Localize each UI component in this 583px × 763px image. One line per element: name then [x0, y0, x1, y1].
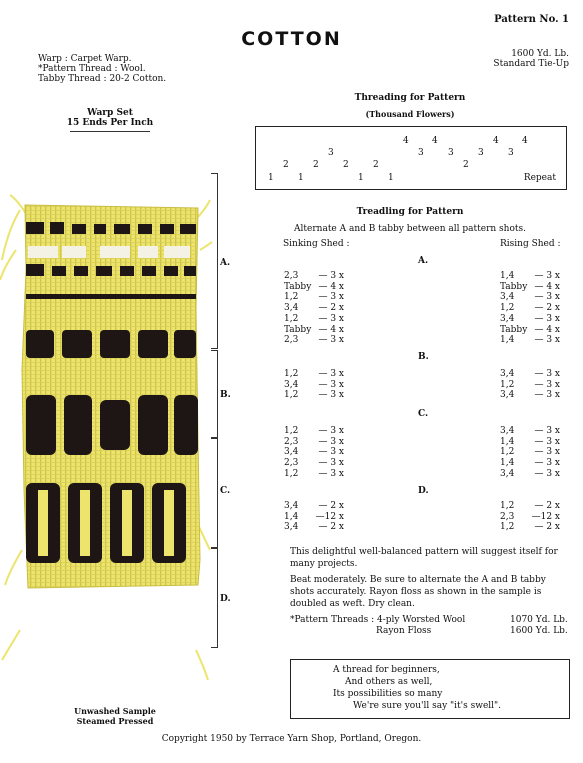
shot-count: — 2 x	[318, 501, 344, 511]
pattern-threads-label: *Pattern Threads : 4-ply Worsted Wool	[290, 615, 466, 625]
thread-number: 3	[478, 148, 484, 158]
treadle-combo: 1,2	[284, 426, 299, 436]
treadle-combo: 1,2	[500, 501, 515, 511]
pattern-number: Pattern No. 1	[494, 14, 569, 25]
thread-number: 1	[388, 173, 394, 183]
threading-subtitle: (Thousand Flowers)	[365, 109, 455, 119]
sinking-shed-row	[284, 512, 344, 522]
sinking-shed-row	[284, 292, 344, 302]
rising-shed-row	[500, 314, 560, 324]
poem-line: Its possibilities so many	[333, 689, 443, 699]
shot-count: — 3 x	[318, 313, 344, 324]
treadle-combo: 1,2	[500, 379, 515, 390]
section-label: A.	[418, 256, 429, 266]
repeat-label: Repeat	[523, 173, 556, 183]
page-title: COTTON	[241, 28, 342, 50]
rising-shed-row	[500, 335, 560, 345]
sample-label-line1: Unwashed Sample	[74, 706, 156, 716]
yardage-line: 1600 Yd. Lb.	[511, 49, 569, 59]
shot-count: — 3 x	[318, 468, 344, 479]
shot-count: — 3 x	[534, 313, 560, 324]
copyright: Copyright 1950 by Terrace Yarn Shop, Portland, Oregon.	[161, 734, 422, 744]
treadle-combo: 1,2	[500, 447, 515, 458]
treadle-combo: 3,4	[284, 379, 299, 390]
treadle-combo: 1,2	[500, 303, 515, 314]
shot-count: — 3 x	[318, 379, 344, 390]
bracket-label-a: A.	[220, 258, 231, 268]
shot-count: — 2 x	[534, 501, 560, 511]
treadle-combo: 3,4	[284, 522, 299, 533]
rising-shed-row	[500, 512, 560, 522]
shot-count: — 3 x	[534, 436, 560, 447]
rising-shed-row	[500, 303, 560, 313]
treadle-combo: 3,4	[284, 501, 299, 511]
thread-number: 1	[358, 173, 364, 183]
sinking-shed-row	[284, 458, 344, 468]
treadle-combo: 2,3	[284, 271, 299, 281]
shot-count: — 3 x	[534, 468, 560, 479]
thread-number: 2	[463, 160, 469, 170]
thread-number: 3	[448, 148, 454, 158]
sample-label-line2: Steamed Pressed	[76, 716, 154, 726]
shot-count: — 3 x	[318, 458, 344, 469]
pattern-thread-line: *Pattern Thread : Wool.	[38, 64, 146, 74]
shot-count: — 3 x	[318, 271, 344, 281]
sinking-shed-row	[284, 369, 344, 379]
thread-number: 1	[298, 173, 304, 183]
sinking-shed-row	[284, 501, 344, 511]
rising-shed-row	[500, 380, 560, 390]
bracket-label-b: B.	[220, 390, 231, 400]
sinking-shed-row	[284, 325, 344, 335]
thread-number: 4	[522, 136, 528, 146]
treadling-title: Treadling for Pattern	[356, 207, 464, 217]
section-label: C.	[418, 409, 429, 419]
sinking-shed-row	[284, 335, 344, 345]
shot-count: — 4 x	[318, 324, 344, 335]
shot-count: — 4 x	[318, 281, 344, 292]
shot-count: — 3 x	[534, 335, 560, 346]
instructions-paragraph: Beat moderately. Be sure to alternate the A and B tabby shots accurately. Rayon floss as shown in the sample is doubled as weft. Dry clean.	[290, 575, 546, 609]
shot-count: — 3 x	[534, 390, 560, 401]
bracket-d	[211, 548, 218, 648]
shot-count: — 3 x	[534, 369, 560, 379]
shot-count: — 3 x	[318, 447, 344, 458]
treadle-combo: 1,2	[284, 292, 299, 303]
treadle-combo: 1,4	[500, 436, 515, 447]
sinking-shed-row	[284, 282, 344, 292]
shot-count: — 3 x	[318, 292, 344, 303]
sinking-shed-row	[284, 271, 344, 281]
rising-shed-row	[500, 369, 560, 379]
treadle-combo: 3,4	[500, 468, 515, 479]
thread-number: 3	[418, 148, 424, 158]
section-label: D.	[418, 486, 429, 496]
alternate-note: Alternate A and B tabby between all pattern shots.	[294, 224, 526, 234]
treadle-combo: 3,4	[284, 303, 299, 314]
shot-count: — 2 x	[318, 303, 344, 314]
yarn-info	[493, 49, 569, 69]
treadle-combo: 1,4	[500, 335, 515, 346]
shot-count: — 3 x	[318, 390, 344, 401]
bracket-label-d: D.	[220, 594, 231, 604]
warp-set-line2: 15 Ends Per Inch	[66, 118, 154, 128]
treadle-combo: 2,3	[284, 458, 299, 469]
rising-shed-row	[500, 447, 560, 457]
sample-label	[60, 706, 170, 726]
sinking-shed-row	[284, 469, 344, 479]
rising-shed-row	[500, 426, 560, 436]
poem-line: We're sure you'll say "it's swell".	[353, 701, 502, 711]
thread-number: 2	[343, 160, 349, 170]
shot-count: — 3 x	[318, 335, 344, 346]
rayon-floss-label: Rayon Floss	[376, 626, 432, 636]
shot-count: — 3 x	[318, 369, 344, 379]
divider	[70, 131, 150, 132]
treadle-combo: 1,2	[284, 468, 299, 479]
rising-shed-row	[500, 522, 560, 532]
sinking-shed-row	[284, 447, 344, 457]
bracket-label-c: C.	[220, 486, 231, 496]
shot-count: — 3 x	[318, 436, 344, 447]
thread-number: 2	[283, 160, 289, 170]
sinking-shed-row	[284, 390, 344, 400]
shot-count: — 3 x	[534, 292, 560, 303]
rising-shed-row	[500, 282, 560, 292]
tabby-thread-line: Tabby Thread : 20-2 Cotton.	[38, 74, 167, 84]
sinking-shed-row	[284, 437, 344, 447]
shot-count: — 4 x	[534, 281, 560, 292]
treadle-combo: 3,4	[500, 426, 515, 436]
thread-number: 1	[268, 173, 274, 183]
shot-count: — 3 x	[534, 458, 560, 469]
thread-number: 4	[493, 136, 499, 146]
shot-count: — 2 x	[534, 522, 560, 533]
treadle-combo: 2,3	[500, 511, 515, 522]
sinking-shed-row	[284, 426, 344, 436]
shot-count: — 3 x	[534, 271, 560, 281]
treadle-combo: 1,4	[500, 271, 515, 281]
treadle-combo: Tabby	[500, 281, 528, 292]
shot-count: —12 x	[315, 511, 344, 522]
treadle-combo: 1,4	[284, 511, 299, 522]
shot-count: — 3 x	[534, 426, 560, 436]
sinking-shed-row	[284, 522, 344, 532]
rising-shed-row	[500, 271, 560, 281]
shot-count: — 3 x	[534, 379, 560, 390]
bracket-c	[211, 438, 218, 548]
threading-title: Threading for Pattern	[354, 93, 466, 103]
treadle-combo: 3,4	[500, 292, 515, 303]
description-paragraph: This delightful well-balanced pattern will suggest itself for many projects.	[290, 547, 558, 569]
treadle-combo: 1,2	[284, 313, 299, 324]
shot-count: — 3 x	[534, 447, 560, 458]
treadle-combo: 3,4	[500, 313, 515, 324]
wool-yardage: 1070 Yd. Lb.	[510, 615, 568, 625]
shot-count: — 3 x	[318, 426, 344, 436]
bracket-b	[211, 350, 218, 438]
threading-draft	[255, 126, 567, 190]
treadle-combo: 1,2	[284, 390, 299, 401]
woven-sample-image	[0, 190, 215, 700]
warp-info	[38, 54, 166, 84]
sinking-shed-header: Sinking Shed :	[283, 239, 350, 249]
rising-shed-header: Rising Shed :	[500, 239, 561, 249]
shot-count: —12 x	[531, 511, 560, 522]
sinking-shed-row	[284, 303, 344, 313]
treadle-combo: 1,2	[284, 369, 299, 379]
shot-count: — 2 x	[318, 522, 344, 533]
sinking-shed-row	[284, 314, 344, 324]
poem-box	[290, 659, 570, 719]
treadle-combo: 1,2	[500, 522, 515, 533]
rising-shed-row	[500, 458, 560, 468]
treadle-combo: Tabby	[500, 324, 528, 335]
thread-number: 3	[508, 148, 514, 158]
bracket-a	[211, 173, 218, 349]
thread-number: 3	[328, 148, 334, 158]
thread-number: 4	[432, 136, 438, 146]
poem-line: And others as well,	[345, 677, 433, 687]
treadle-combo: 3,4	[284, 447, 299, 458]
thread-number: 2	[373, 160, 379, 170]
rising-shed-row	[500, 469, 560, 479]
section-label: B.	[418, 352, 429, 362]
warp-set-label	[60, 108, 160, 128]
rising-shed-row	[500, 325, 560, 335]
treadle-combo: 3,4	[500, 390, 515, 401]
warp-line: Warp : Carpet Warp.	[38, 54, 132, 64]
shot-count: — 4 x	[534, 324, 560, 335]
treadle-combo: 2,3	[284, 335, 299, 346]
shot-count: — 2 x	[534, 303, 560, 314]
poem-line: A thread for beginners,	[333, 665, 440, 675]
rising-shed-row	[500, 390, 560, 400]
thread-number: 2	[313, 160, 319, 170]
sinking-shed-row	[284, 380, 344, 390]
treadle-combo: 1,4	[500, 458, 515, 469]
treadle-combo: 2,3	[284, 436, 299, 447]
treadle-combo: 3,4	[500, 369, 515, 379]
rising-shed-row	[500, 501, 560, 511]
treadle-combo: Tabby	[284, 281, 312, 292]
tieup-line: Standard Tie-Up	[493, 59, 569, 69]
treadle-combo: Tabby	[284, 324, 312, 335]
rising-shed-row	[500, 437, 560, 447]
thread-number: 4	[403, 136, 409, 146]
warp-set-line1: Warp Set	[87, 108, 133, 118]
floss-yardage: 1600 Yd. Lb.	[510, 626, 568, 636]
rising-shed-row	[500, 292, 560, 302]
